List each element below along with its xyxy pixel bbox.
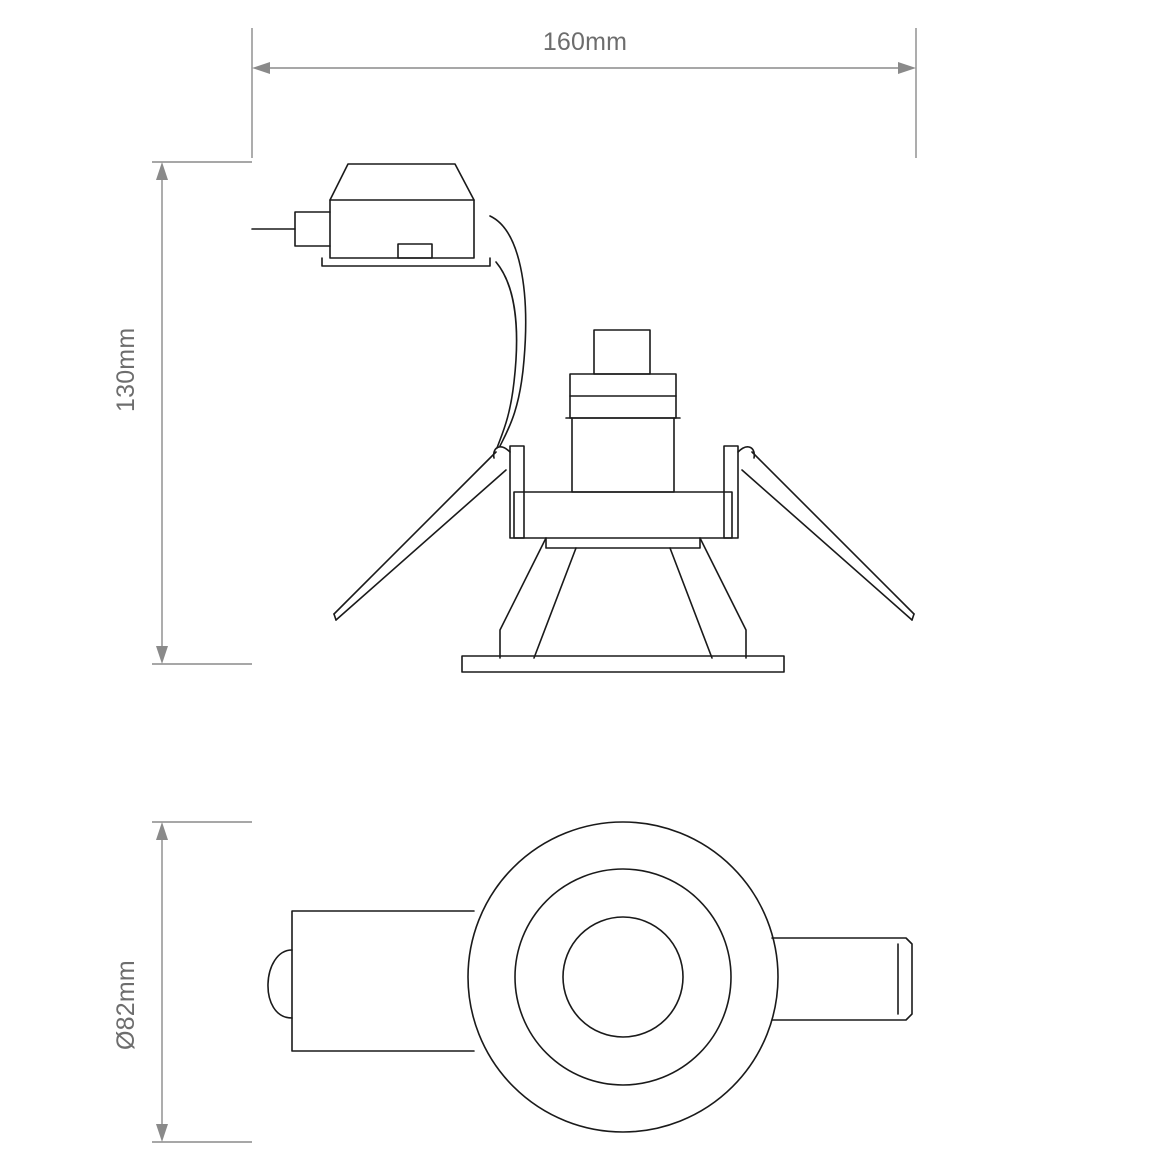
plan-cable-gland [268,950,292,1018]
dimension-diameter [152,822,252,1142]
cone-shoulder [546,538,700,548]
cone-right-inner [670,548,712,658]
dimension-label-diameter: Ø82mm [112,960,140,1050]
plan-driver-box [292,911,474,1051]
flex-cable-inner [496,262,517,448]
plan-connector-tab [772,938,912,1020]
spring-clip-right-tip [912,614,914,620]
spring-clip-right-arm-inner [742,470,912,620]
plan-middle-ring [515,869,731,1085]
dimension-height [152,162,252,664]
cone-right-outer [700,538,746,658]
side-elevation-view [252,164,914,672]
dimension-label-height: 130mm [112,327,140,412]
lamp-cap [594,330,650,374]
spring-clip-left-arm-outer [334,452,496,614]
dimension-label-width: 160mm [542,28,628,56]
spring-clip-right-arm-outer [752,452,914,614]
spring-clip-left-tip [334,614,336,620]
plan-inner-ring [563,917,683,1037]
driver-tab [398,244,432,258]
cable-gland [295,212,330,246]
cone-left-outer [500,538,546,658]
bracket-plate [322,258,490,266]
plan-view [268,822,912,1132]
bezel-ring [462,656,784,672]
lamp-body [572,418,674,492]
flex-cable-outer [490,216,526,446]
housing-top-plate [514,492,732,538]
spring-clip-left-arm-inner [336,470,506,620]
cone-left-inner [534,548,576,658]
